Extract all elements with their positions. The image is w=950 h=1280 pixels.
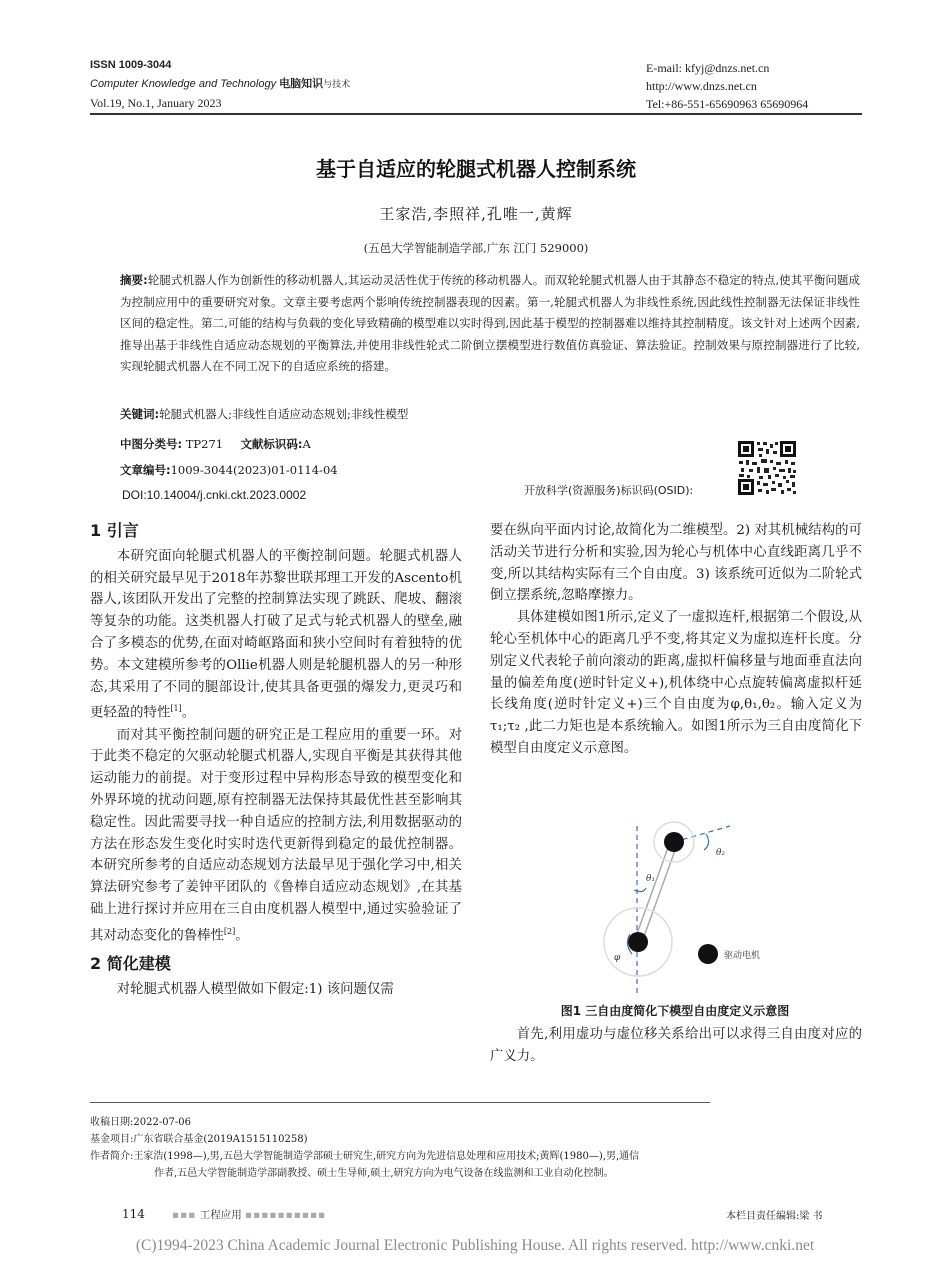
abstract <box>120 270 860 378</box>
theta2-label: θ₂ <box>716 848 726 858</box>
left-column <box>90 520 462 1001</box>
citation-2[interactable]: [2] <box>223 926 236 936</box>
author-bio-line-2: 作者,五邑大学智能制造学部副教授、硕士生导师,硕士,研究方向为电气设备在线监测和工业自动化控制。 <box>154 1168 614 1179</box>
right-column-top <box>490 520 862 760</box>
author-bio-line-1: 作者简介:王家浩(1998—),男,五邑大学智能制造学部硕士研究生,研究方向为先进信息处理和应用技术;黄辉(1980—),男,通信 <box>90 1151 640 1162</box>
volume-info: Vol.19, No.1, January 2023 <box>90 96 222 110</box>
motor-legend-icon <box>698 944 718 964</box>
column-editor: 本栏目责任编辑:梁 书 <box>726 1211 823 1222</box>
right-paragraph-1: 要在纵向平面内讨论,故简化为二维模型。2) 对其机械结构的可活动关节进行分析和实验,因为轮心与机体中心直线距离几乎不变,所以其结构实际有三个自由度。3) 该系统可近似为二阶轮式倒立摆系统,忽略摩擦力。 <box>490 523 862 604</box>
journal-email: E-mail: kfyj@dnzs.net.cn <box>646 61 770 75</box>
classification <box>120 436 311 452</box>
journal-header-left <box>90 56 350 113</box>
journal-header-right <box>646 59 808 113</box>
body-motor <box>664 832 684 852</box>
s1-p1-text: 本研究面向轮腿式机器人的平衡控制问题。轮腿式机器人的相关研究最早见于2018年苏黎世联邦理工开发的Ascento机器人,该团队开发出了完整的控制算法实现了跳跃、爬坡、翻滚等复杂的功能。这类机器人打破了足式与轮式机器人的壁垒,融合了多模态的优势,在面对崎岖路面和狭小空间时有着独特的优势。本文建模所参考的Ollie机器人则是轮腿机器人的另一种形态,其采用了不同的腿部设计,使其具备更强的爆发力,更灵巧和更轻盈的特性 <box>90 548 462 721</box>
theta1-label: θ₁ <box>646 874 656 884</box>
affiliation: (五邑大学智能制造学部,广东 江门 529000) <box>363 241 589 255</box>
copyright-watermark: (C)1994-2023 China Academic Journal Electronic Publishing House. All rights reserved. http://www.cnki.net <box>135 1237 815 1254</box>
phi-label: φ <box>614 953 621 963</box>
doi[interactable]: DOI:10.14004/j.cnki.ckt.2023.0002 <box>122 488 307 502</box>
section-name <box>172 1207 326 1222</box>
journal-tel: Tel:+86-551-65690963 65690964 <box>646 97 809 111</box>
clc-value: TP271 <box>185 437 224 451</box>
abstract-text: 轮腿式机器人作为创新性的移动机器人,其运动灵活性优于传统的移动机器人。而双轮轮腿式机器人由于其静态不稳定的特点,使其平衡问题成为控制应用中的重要研究对象。文章主要考虑两个影响传统控制器表现的因素。第一,轮腿式机器人为非线性系统,因此线性控制器无法保证非线性区间的稳定性。第二,可能的结构与负载的变化导致精确的模型难以实时得到,因此基于模型的控制器难以维持其控制精度。该文针对上述两个因素,推导出基于非线性自适应动态规划的平衡算法,并使用非线性轮式二阶倒立摆模型进行数值仿真验证、算法验证。控制效果与原控制器进行了比较,实现轮腿式机器人在不同工况下的自适应系统的搭建。 <box>120 273 860 373</box>
issn: ISSN 1009-3044 <box>90 59 172 71</box>
article-no-label: 文章编号: <box>120 463 171 477</box>
s1-p1-end: 。 <box>181 705 196 721</box>
citation-1[interactable]: [1] <box>170 704 182 714</box>
footnotes <box>90 1114 865 1182</box>
article-no-value: 1009-3044(2023)01-0114-04 <box>170 463 338 477</box>
s1-p2-end: 。 <box>235 928 249 944</box>
right-column-bottom <box>490 1024 862 1068</box>
clc-label: 中图分类号: <box>120 437 183 451</box>
osid-label: 开放科学(资源服务)标识码(OSID): <box>524 484 694 497</box>
figure-1-caption: 图1 三自由度简化下模型自由度定义示意图 <box>560 1004 790 1018</box>
section-1-paragraph-1 <box>90 546 462 725</box>
doc-code-label: 文献标识码: <box>240 437 303 451</box>
section-dots-right: ▪▪▪▪▪▪▪▪▪▪ <box>245 1209 327 1221</box>
page-number: 114 <box>122 1207 145 1221</box>
theta2-arc <box>704 834 709 850</box>
section-1-paragraph-2 <box>90 725 462 947</box>
wheel-motor <box>628 932 648 952</box>
section-2-heading: 2 简化建模 <box>90 954 171 974</box>
fund-info: 基金项目:广东省联合基金(2019A1515110258) <box>90 1134 308 1145</box>
abstract-label: 摘要: <box>120 273 148 287</box>
section-1-heading: 1 引言 <box>90 521 139 540</box>
journal-name-cn: 电脑知识 <box>279 78 324 90</box>
journal-url[interactable]: http://www.dnzs.net.cn <box>646 79 757 93</box>
journal-name-en: Computer Knowledge and Technology <box>90 78 277 90</box>
figure-1-diagram <box>590 818 790 996</box>
section-dots-left: ▪▪▪ <box>172 1209 197 1221</box>
footnote-rule <box>90 1102 710 1103</box>
motor-legend-label: 驱动电机 <box>724 951 761 961</box>
header-rule <box>90 113 862 115</box>
right-paragraph-3: 首先,利用虚功与虚位移关系给出可以求得三自由度对应的广义力。 <box>490 1027 862 1064</box>
section-2-paragraph-1: 对轮腿式机器人模型做如下假定:1) 该问题仅需 <box>116 981 394 997</box>
journal-name-cn-suffix: 与技术 <box>323 79 351 89</box>
article-number <box>120 462 338 478</box>
authors: 王家浩,李照祥,孔唯一,黄辉 <box>379 205 573 223</box>
keywords-label: 关键词: <box>120 407 160 421</box>
section-label: 工程应用 <box>199 1209 242 1221</box>
paper-title: 基于自适应的轮腿式机器人控制系统 <box>316 157 636 181</box>
received-date: 收稿日期:2022-07-06 <box>90 1117 192 1128</box>
keywords <box>120 406 408 422</box>
s1-p2-text: 而对其平衡控制问题的研究正是工程应用的重要一环。对于此类不稳定的欠驱动轮腿式机器人,实现自平衡是其获得其他运动能力的前提。对于变形过程中异构形态导致的模型变化和外界环境的扰动问题,原有控制器无法保持其最优性甚至影响其稳定性。因此需要寻找一种自适应的控制方法,利用数据驱动的方法在形态发生变化时实时迭代更新得到稳定的最优控制器。本研究所参考的自适应动态规划方法最早见于强化学习中,相关算法研究参考了姜钟平团队的《鲁棒自适应动态规划》,在其基础上进行探讨并应用在三自由度机器人模型中,通过实验验证了其对动态变化的鲁棒性 <box>90 727 462 944</box>
theta1-arc <box>634 888 646 892</box>
keywords-text: 轮腿式机器人;非线性自适应动态规划;非线性模型 <box>159 407 409 421</box>
doc-code-value: A <box>302 437 311 451</box>
osid-qr-code-icon[interactable] <box>737 440 797 496</box>
right-paragraph-2: 具体建模如图1所示,定义了一虚拟连杆,根据第二个假设,从轮心至机体中心的距离几乎不变,将其定义为虚拟连杆长度。分别定义代表轮子前向滚动的距离,虚拟杆偏移量与地面垂直法向量的偏差角度(逆时针定义+),机体绕中心点旋转偏离虚拟杆延长线角度(逆时针定义+)三个自由度为φ,θ₁,θ₂。输入定义为τ₁;τ₂ ,此二力矩也是本系统输入。如图1所示为三自由度简化下模型自由度定义示意图。 <box>490 610 862 756</box>
